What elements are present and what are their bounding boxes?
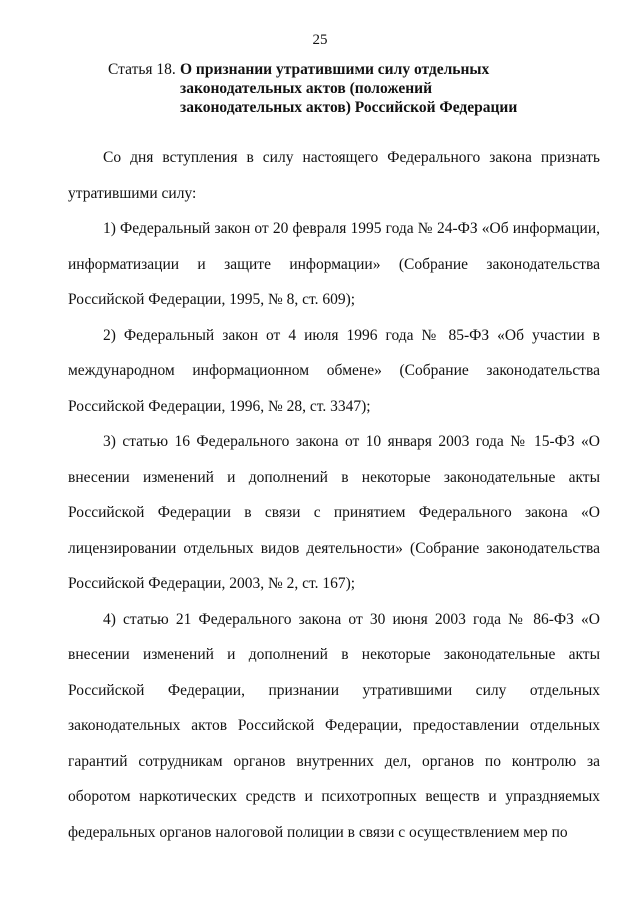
article-body xyxy=(68,140,600,850)
article-title-line: О признании утратившими силу отдельных xyxy=(180,61,490,78)
article-number: Статья 18. xyxy=(108,61,176,78)
list-item: 2) Федеральный закон от 4 июля 1996 года № 85-ФЗ «Об участии в международном информационном обмене» (Собрание законодательства Российской Федерации, 1996, № 28, ст. 3347); xyxy=(68,326,600,415)
intro-paragraph: Со дня вступления в силу настоящего Федерального закона признать утратившими силу: xyxy=(68,149,600,202)
list-item: 3) статью 16 Федерального закона от 10 января 2003 года № 15-ФЗ «О внесении изменений и дополнений в некоторые законодательные акты Российской Федерации в связи с принятием Федерального закона «О лицензировании отдельных видов деятельности» (Собрание законодательства Российской Федерации, 2003, № 2, ст. 167); xyxy=(68,433,600,592)
article-heading xyxy=(108,60,608,117)
list-item: 1) Федеральный закон от 20 февраля 1995 года № 24-ФЗ «Об информации, информатизации и защите информации» (Собрание законодательства Российской Федерации, 1995, № 8, ст. 609); xyxy=(68,220,600,308)
article-title-line: законодательных актов) Российской Федерации xyxy=(180,99,518,116)
article-title-line: законодательных актов (положений xyxy=(180,80,433,97)
page-number: 25 xyxy=(312,32,328,48)
list-item: 4) статью 21 Федерального закона от 30 июня 2003 года № 86-ФЗ «О внесении изменений и дополнений в некоторые законодательные акты Российской Федерации, признании утратившими силу отдельных законодательных актов Российской Федерации, предоставлении отдельных гарантий сотрудникам органов внутренних дел, органов по контролю за оборотом наркотических средств и психотропных веществ и упраздняемых федеральных органов налоговой полиции в связи с осуществлением мер по xyxy=(68,610,600,841)
article-title xyxy=(180,60,608,117)
